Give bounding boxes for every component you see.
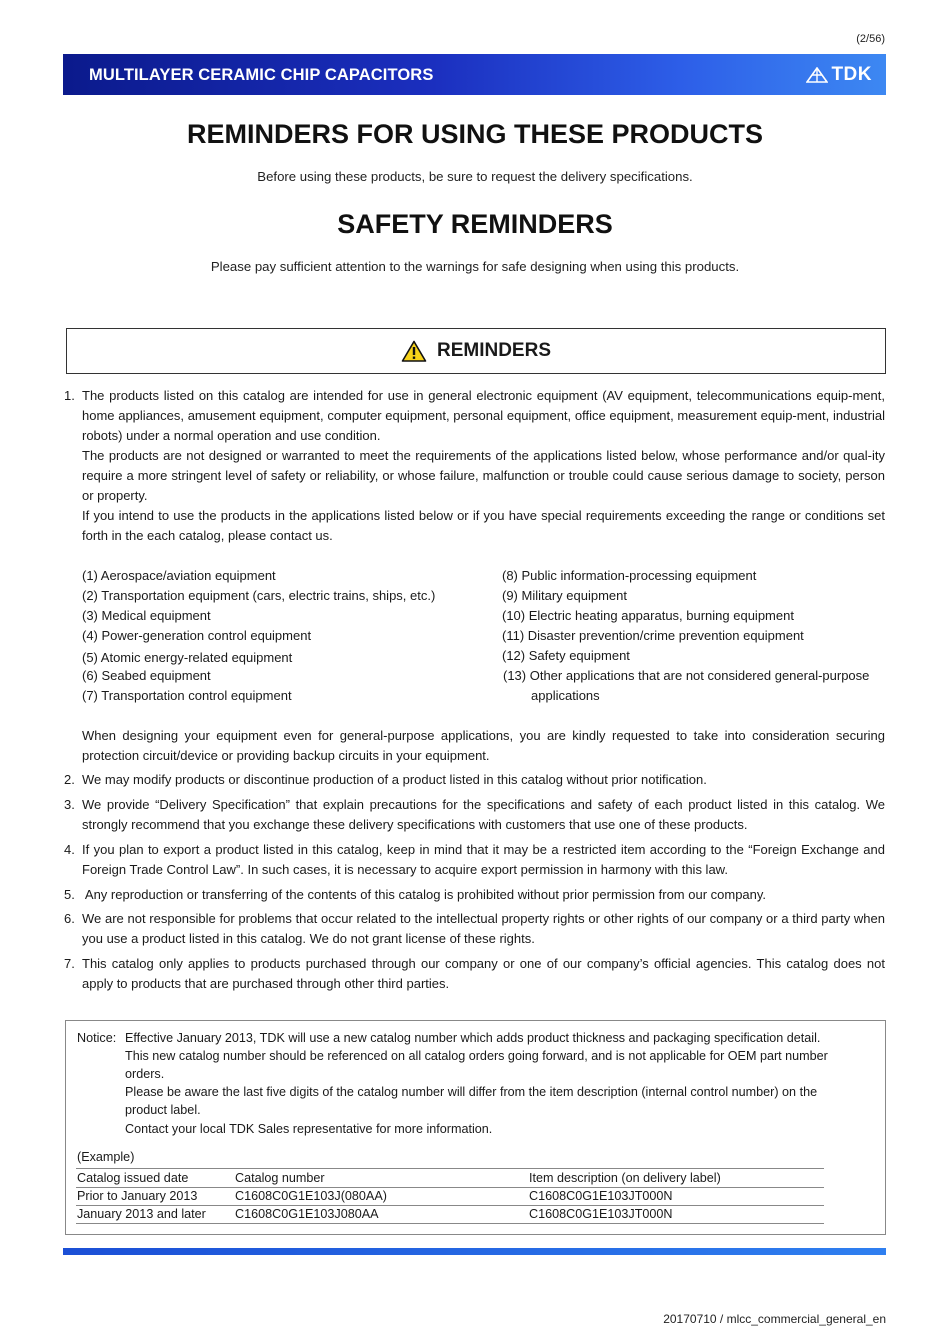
table-cell: C1608C0G1E103JT000N xyxy=(529,1189,673,1203)
item-6-number: 6. xyxy=(64,911,75,926)
header-title: MULTILAYER CERAMIC CHIP CAPACITORS xyxy=(89,66,434,84)
main-subtitle: Before using these products, be sure to request the delivery specifications. xyxy=(257,169,693,184)
item-6-text: We are not responsible for problems that occur related to the intellectual property rights or other rights of our company or a third party when you use a product listed in this catalog. We do not grant license of these rights. xyxy=(82,911,885,946)
item-1-paragraph-1: The products listed on this catalog are intended for use in general electronic equipment (AV equipment, telecommunications equip-ment, home appliances, amusement equipment, computer equipment, personal equipment, office equipment, measurement equip-ment, industrial robots) under a normal operation and use condition. xyxy=(82,388,885,443)
item-7-text: This catalog only applies to products purchased through our company or one of our company’s official agencies. This catalog does not apply to products that are purchased through other third parties. xyxy=(82,956,885,991)
safety-title: SAFETY REMINDERS xyxy=(337,209,613,239)
footer-doc-id: 20170710 / mlcc_commercial_general_en xyxy=(663,1312,886,1326)
item-4-number: 4. xyxy=(64,842,75,857)
item-1-paragraph-2: The products are not designed or warranted to meet the requirements of the applications listed below, whose performance and/or qual-ity require a more stringent level of safety or reliability, or whose failure, malfunction or trouble could cause serious damage to society, person or property. xyxy=(82,448,885,503)
table-cell: C1608C0G1E103JT000N xyxy=(529,1207,673,1221)
list-item: (2) Transportation equipment (cars, electric trains, ships, etc.) xyxy=(82,588,436,603)
list-item: (1) Aerospace/aviation equipment xyxy=(82,568,276,583)
table-header: Item description (on delivery label) xyxy=(529,1171,721,1185)
item-1-number: 1. xyxy=(64,388,75,403)
list-item: (9) Military equipment xyxy=(502,588,627,603)
item-5-text: Any reproduction or transferring of the contents of this catalog is prohibited without prior permission from our company. xyxy=(82,887,767,902)
bottom-bar xyxy=(63,1248,886,1255)
notice-line-4: Please be aware the last five digits of the catalog number will differ from the item description (internal control number) on the xyxy=(125,1085,818,1099)
main-title: REMINDERS FOR USING THESE PRODUCTS xyxy=(186,119,764,149)
page-number: (2/56) xyxy=(856,33,885,45)
reminders-heading: REMINDERS xyxy=(436,340,551,361)
header-banner xyxy=(63,54,886,95)
list-item: (10) Electric heating apparatus, burning equipment xyxy=(502,608,794,623)
notice-line-2: This new catalog number should be referenced on all catalog orders going forward, and is not applicable for OEM part number xyxy=(125,1049,828,1063)
item-4-text: If you plan to export a product listed in this catalog, keep in mind that it may be a restricted item according to the “Foreign Exchange and Foreign Trade Control Law”. In such cases, it is necessary to acquire export permission in harmony with this law. xyxy=(82,842,885,877)
tdk-logo-icon xyxy=(806,67,828,83)
list-item: (5) Atomic energy-related equipment xyxy=(82,650,293,665)
item-1-paragraph-4: When designing your equipment even for general-purpose applications, you are kindly requested to take into consideration securing protection circuit/device or providing backup circuits in your equipment. xyxy=(82,728,885,763)
list-item: (6) Seabed equipment xyxy=(82,668,211,683)
list-item: (12) Safety equipment xyxy=(502,648,630,663)
item-1-paragraph-3: If you intend to use the products in the applications listed below or if you have special requirements exceeding the range or conditions set forth in the each catalog, please contact us. xyxy=(82,508,885,543)
item-3-text: We provide “Delivery Specification” that explain precautions for the specifications and safety of each product listed in this catalog. We strongly recommend that you exchange these delivery specifications with customers that use one of these products. xyxy=(82,797,885,832)
notice-line-5: product label. xyxy=(125,1103,201,1117)
notice-line-3: orders. xyxy=(125,1067,165,1081)
item-7-number: 7. xyxy=(64,956,75,971)
reminders-box xyxy=(66,328,886,374)
item-2-number: 2. xyxy=(64,772,75,787)
notice-line-6: Contact your local TDK Sales representative for more information. xyxy=(125,1122,493,1136)
table-cell: C1608C0G1E103J080AA xyxy=(235,1207,379,1221)
list-item: (13) Other applications that are not considered general-purpose xyxy=(503,668,870,683)
item-2-text: We may modify products or discontinue production of a product listed in this catalog without prior notification. xyxy=(82,772,707,787)
safety-subtitle: Please pay sufficient attention to the warnings for safe designing when using this products. xyxy=(210,259,740,274)
list-item: (11) Disaster prevention/crime prevention equipment xyxy=(502,628,804,643)
warning-icon xyxy=(401,340,427,362)
tdk-logo xyxy=(806,64,872,86)
table-rule xyxy=(76,1223,824,1224)
item-3-number: 3. xyxy=(64,797,75,812)
example-label: (Example) xyxy=(77,1150,135,1164)
table-cell: C1608C0G1E103J(080AA) xyxy=(235,1189,387,1203)
list-item: (8) Public information-processing equipment xyxy=(502,568,757,583)
table-header: Catalog issued date xyxy=(77,1171,189,1185)
list-item: (3) Medical equipment xyxy=(82,608,211,623)
notice-line-1: Effective January 2013, TDK will use a new catalog number which adds product thickness and packaging specification detail. xyxy=(125,1031,821,1045)
table-cell: January 2013 and later xyxy=(77,1207,206,1221)
table-header: Catalog number xyxy=(235,1171,325,1185)
item-5-number: 5. xyxy=(64,887,75,902)
table-cell: Prior to January 2013 xyxy=(77,1189,198,1203)
list-item-continued: applications xyxy=(531,688,600,703)
list-item: (4) Power-generation control equipment xyxy=(82,628,312,643)
tdk-logo-text: TDK xyxy=(831,64,872,85)
list-item: (7) Transportation control equipment xyxy=(82,688,292,703)
notice-label: Notice: xyxy=(77,1031,117,1045)
